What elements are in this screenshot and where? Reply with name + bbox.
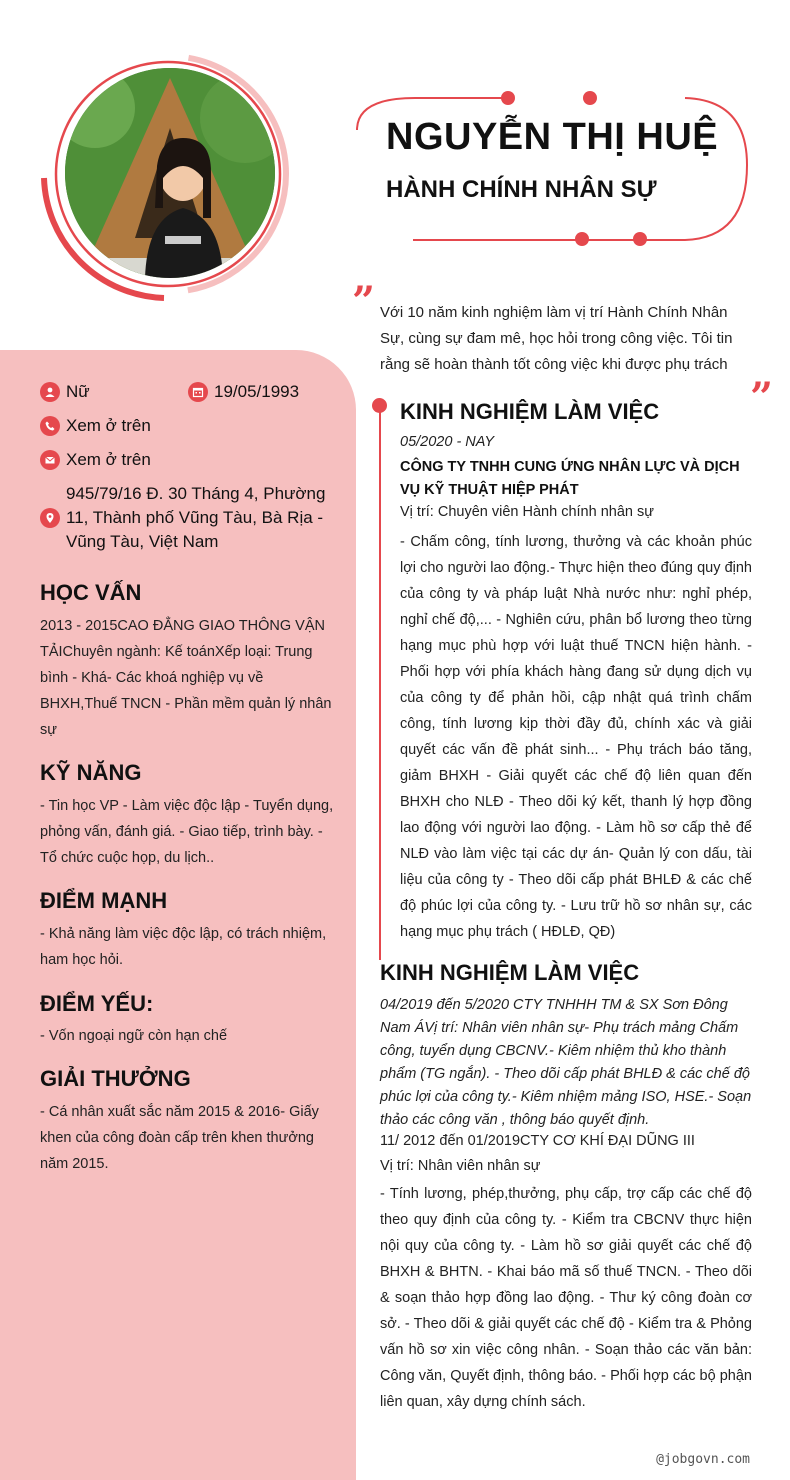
skills-body: - Tin học VP - Làm việc độc lập - Tuyển dụng, phỏng vấn, đánh giá. - Giao tiếp, trình bày. - Tổ chức cuộc họp, du lịch..: [40, 798, 334, 866]
timeline-line: [379, 410, 381, 960]
user-icon: [40, 382, 60, 402]
strengths-body: - Khả năng làm việc độc lập, có trách nhiệm, ham học hỏi.: [40, 926, 327, 968]
quote-close-icon: ”: [750, 374, 774, 421]
gender-value: Nữ: [66, 382, 90, 401]
experience2-heading: KINH NGHIỆM LÀM VIỆC: [380, 960, 640, 985]
address-row: [40, 482, 340, 554]
intro-text: Với 10 năm kinh nghiệm làm vị trí Hành Chính Nhân Sự, cùng sự đam mê, học hỏi trong công việc. Tôi tin rằng sẽ hoàn thành tốt công việc khi được phụ trách: [380, 304, 733, 373]
phone-value[interactable]: Xem ở trên: [66, 416, 151, 435]
experience2-entry-line: 11/ 2012 đến 01/2019CTY CƠ KHÍ ĐẠI DŨNG III: [380, 1133, 695, 1149]
experience1-company: CÔNG TY TNHH CUNG ỨNG NHÂN LỰC VÀ DỊCH VỤ KỸ THUẬT HIỆP PHÁT: [400, 459, 740, 498]
candidate-name: NGUYỄN THỊ HUỆ: [386, 116, 719, 158]
experience1-description: - Chấm công, tính lương, thưởng và các khoản phúc lợi cho người lao động.- Thực hiện theo đúng quy định của công ty và pháp luật Nhà nước như: nghỉ phép, nghỉ chế độ,... - Nghiên cứu, phân bổ lương theo từng hạng mục phù hợp với luật thuế TNCN hiện hành. - Phối hợp với phía khách hàng đang sử dụng dịch vụ của công ty để phản hồi, cập nhật quá trình chấm công, tính lương kịp thời đầy đủ, chính xác và giải quyết các vấn đề phát sinh... - Phụ trách báo tăng, giảm BHXH - Giải quyết các chế độ liên quan đến BHXH cho NLĐ - Theo dõi ký kết, thanh lý hợp đồng lao động với người lao động. - Làm hồ sơ cấp thẻ để NLĐ vào làm việc tại các dự án- Quản lý con dấu, tài liệu của công ty - Theo dõi cấp phát BHLĐ & các chế độ phúc lợi của công ty. - Lưu trữ hồ sơ nhân sự, các hạng mục phụ trách ( HĐLĐ, QĐ): [400, 534, 752, 940]
mail-icon: [40, 450, 60, 470]
education-body: 2013 - 2015CAO ĐẲNG GIAO THÔNG VẬN TẢIChuyên ngành: Kế toánXếp loại: Trung bình - Khá- Các khoá nghiệp vụ về BHXH,Thuế TNCN - Phần mềm quản lý nhân sự: [40, 618, 332, 738]
calendar-icon: [188, 382, 208, 402]
education-heading: HỌC VẤN: [40, 580, 142, 605]
email-row: [40, 450, 151, 470]
name-frame-decoration: [355, 90, 755, 250]
experience1-heading: KINH NGHIỆM LÀM VIỆC: [400, 399, 660, 424]
gender-row: [40, 382, 90, 402]
experience2-description: - Tính lương, phép,thưởng, phụ cấp, trợ cấp các chế độ theo quy định của công ty. - Kiểm tra CBCNV thực hiện nội quy của công ty. - Làm hồ sơ giải quyết các chế độ BHXH & BHTN. - Khai báo mã số thuế TNCN. - Theo dõi & soạn thảo hợp đồng lao động. - Thư ký công đoàn cơ sở. - Theo dõi & giải quyết các chế độ - Kiểm tra & Phỏng vấn hồ sơ xin việc công nhân. - Soạn thảo các văn bản: Công văn, Quyết định, thông báo. - Phối hợp các bộ phận liên quan, xây dựng chính sách.: [380, 1186, 752, 1410]
birthday-value: 19/05/1993: [214, 382, 300, 401]
email-value[interactable]: Xem ở trên: [66, 450, 151, 469]
avatar-block: [40, 50, 296, 306]
footer-watermark: @jobgovn.com: [656, 1452, 750, 1467]
location-icon: [40, 508, 60, 528]
awards-body: - Cá nhân xuất sắc năm 2015 & 2016- Giấy khen của công đoàn cấp trên khen thưởng năm 2015.: [40, 1104, 319, 1172]
phone-icon: [40, 416, 60, 436]
address-value: 945/79/16 Đ. 30 Tháng 4, Phường 11, Thành phố Vũng Tàu, Bà Rịa - Vũng Tàu, Việt Nam: [66, 484, 326, 551]
birthday-row: [188, 382, 299, 402]
avatar: [65, 68, 275, 278]
strengths-heading: ĐIỂM MẠNH: [40, 888, 168, 913]
candidate-title: HÀNH CHÍNH NHÂN SỰ: [386, 176, 657, 203]
experience1-date: 05/2020 - NAY: [400, 434, 495, 450]
experience1-position: Vị trí: Chuyên viên Hành chính nhân sự: [400, 504, 654, 520]
quote-open-icon: ”: [352, 278, 376, 325]
experience2-position: Vị trí: Nhân viên nhân sự: [380, 1158, 541, 1174]
experience2-italic-entry: 04/2019 đến 5/2020 CTY TNHHH TM & SX Sơn Đông Nam ÁVị trí: Nhân viên nhân sự- Phụ trách mảng Chấm công, tuyển dụng CBCNV.- Kiêm nhiệm thủ kho thành phẩm (TG ngắn). - Theo dõi cấp phát BHLĐ & các chế độ phúc lợi của công ty.- Kiêm nhiệm mảng ISO, HSE.- Soạn thảo các công văn , thông báo quyết định.: [380, 997, 752, 1128]
awards-heading: GIẢI THƯỞNG: [40, 1066, 191, 1091]
phone-row: [40, 416, 151, 436]
weaknesses-body: - Vốn ngoại ngữ còn hạn chế: [40, 1028, 228, 1044]
weaknesses-heading: ĐIỂM YẾU:: [40, 991, 154, 1016]
skills-heading: KỸ NĂNG: [40, 760, 142, 785]
